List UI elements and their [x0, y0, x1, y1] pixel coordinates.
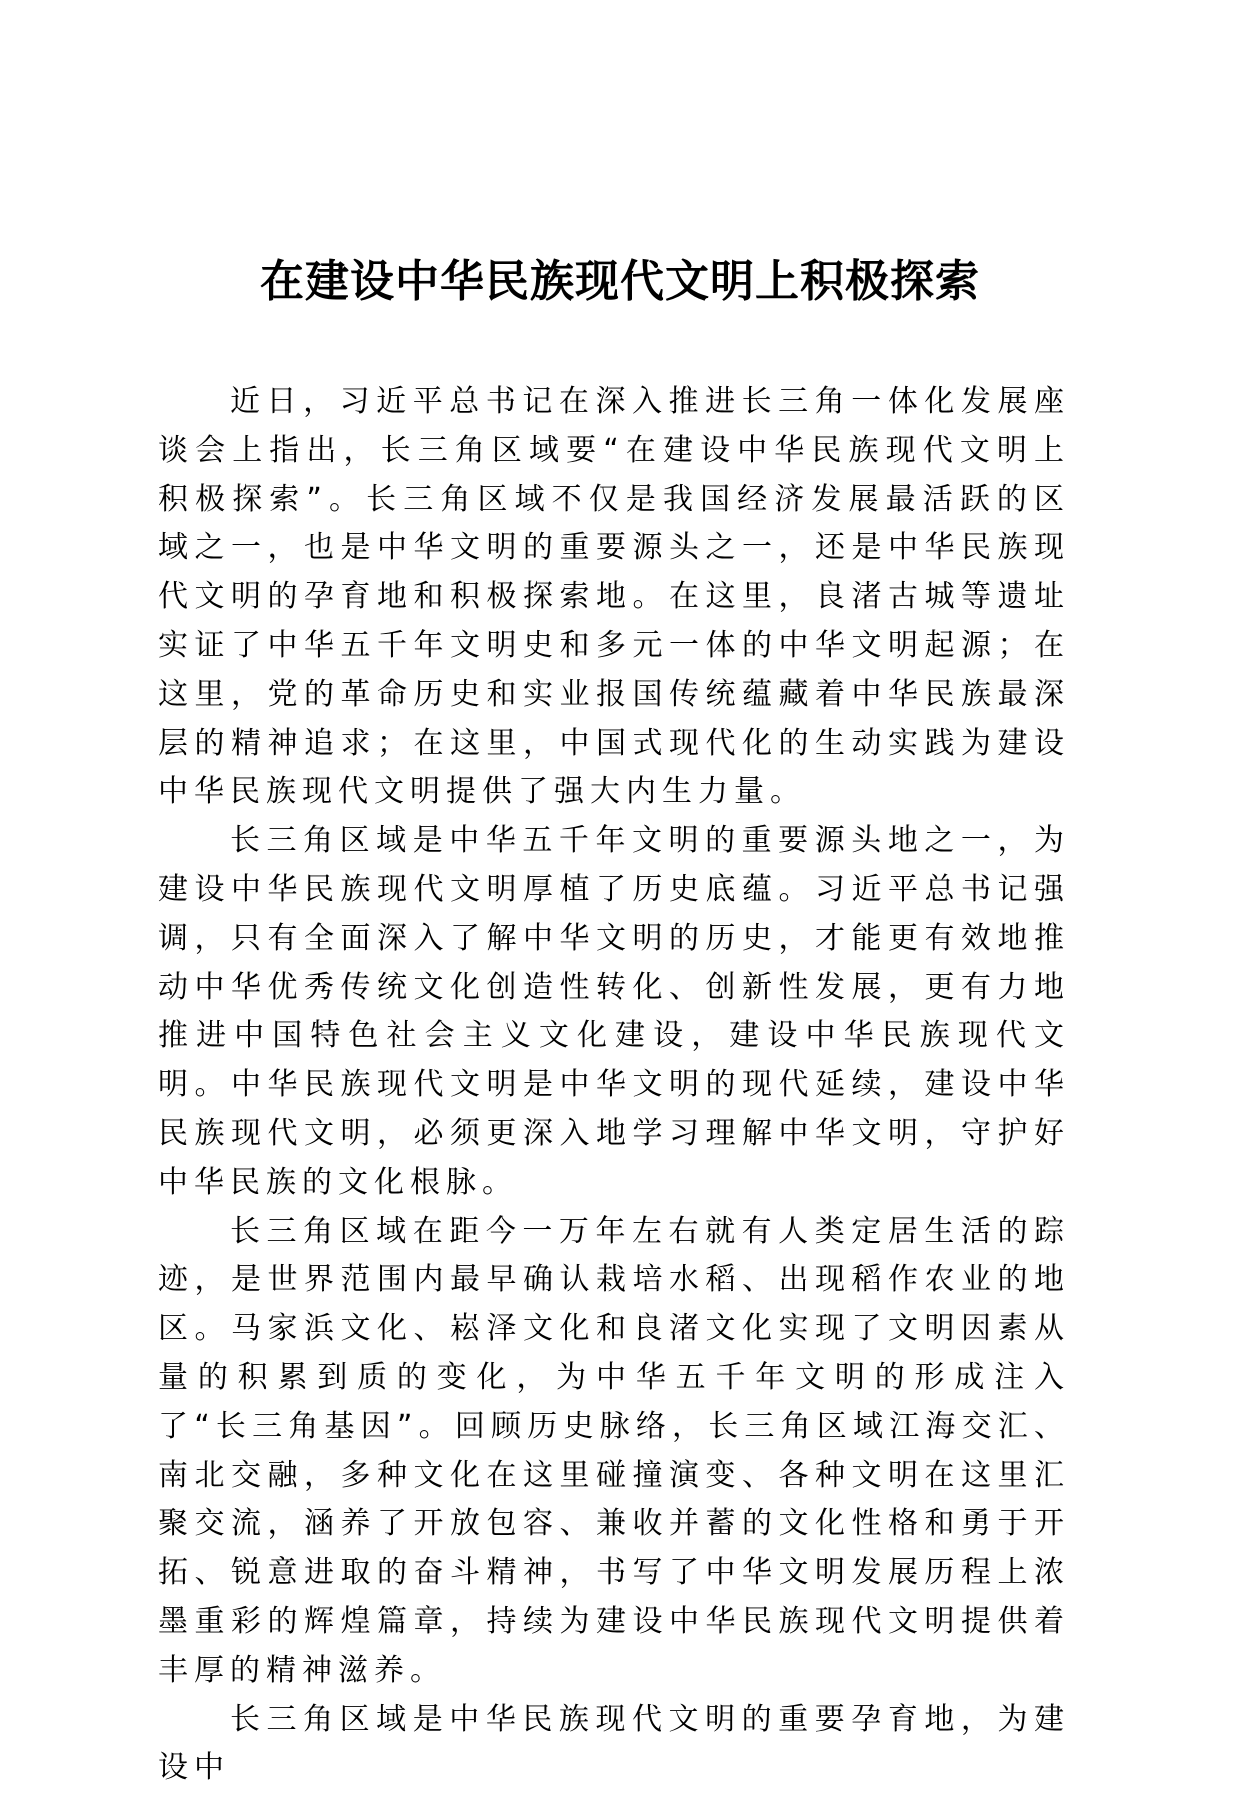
document-title: 在建设中华民族现代文明上积极探索	[260, 256, 980, 307]
document-body	[158, 378, 1070, 1793]
paragraph-2: 长三角区域是中华五千年文明的重要源头地之一，为建设中华民族现代文明厚植了历史底蕴。习近平总书记强调，只有全面深入了解中华文明的历史，才能更有效地推动中华优秀传统文化创造性转化、创新性发展，更有力地推进中国特色社会主义文化建设，建设中华民族现代文明。中华民族现代文明是中华文明的现代延续，建设中华民族现代文明，必须更深入地学习理解中华文明，守护好中华民族的文化根脉。	[158, 823, 1070, 1200]
paragraph-4: 长三角区域是中华民族现代文明的重要孕育地，为建设中	[158, 1701, 1070, 1786]
paragraph-3: 长三角区域在距今一万年左右就有人类定居生活的踪迹，是世界范围内最早确认栽培水稻、出现稻作农业的地区。马家浜文化、崧泽文化和良渚文化实现了文明因素从量的积累到质的变化，为中华五千年文明的形成注入了“长三角基因”。回顾历史脉络，长三角区域江海交汇、南北交融，多种文化在这里碰撞演变、各种文明在这里汇聚交流，涵养了开放包容、兼收并蓄的文化性格和勇于开拓、锐意进取的奋斗精神，书写了中华文明发展历程上浓墨重彩的辉煌篇章，持续为建设中华民族现代文明提供着丰厚的精神滋养。	[158, 1213, 1070, 1688]
paragraph-1: 近日，习近平总书记在深入推进长三角一体化发展座谈会上指出，长三角区域要“在建设中华民族现代文明上积极探索”。长三角区域不仅是我国经济发展最活跃的区域之一，也是中华文明的重要源头之一，还是中华民族现代文明的孕育地和积极探索地。在这里，良渚古城等遗址实证了中华五千年文明史和多元一体的中华文明起源；在这里，党的革命历史和实业报国传统蕴藏着中华民族最深层的精神追求；在这里，中国式现代化的生动实践为建设中华民族现代文明提供了强大内生力量。	[158, 384, 1070, 810]
